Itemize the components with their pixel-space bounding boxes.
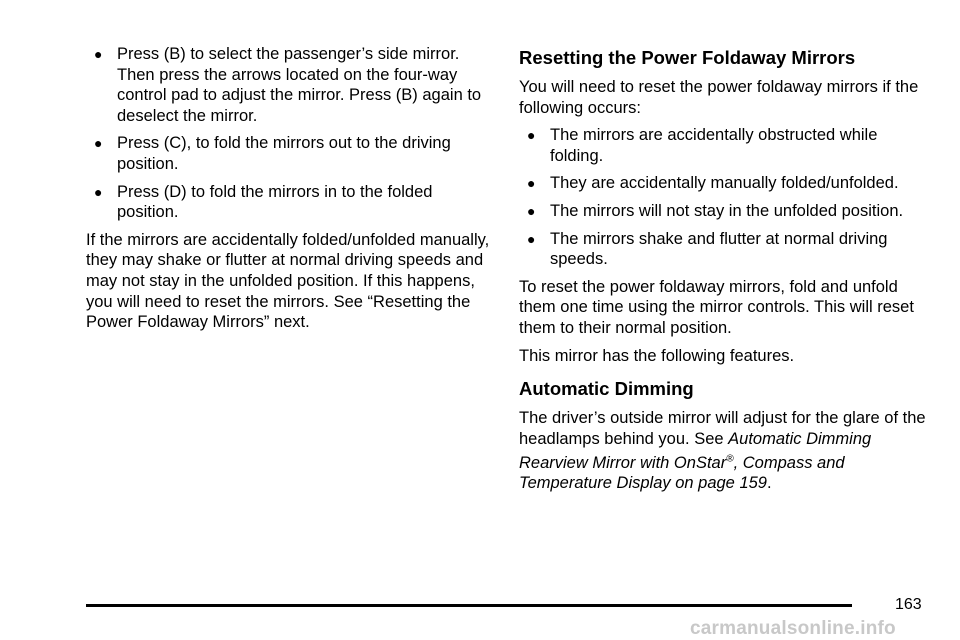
list-item [519,201,927,222]
list-item [519,229,927,270]
bullet-text: The mirrors shake and flutter at normal driving speeds. [550,229,888,269]
bullet-icon: ● [94,135,103,152]
registered-mark: ® [726,453,734,465]
left-column [86,44,496,340]
body-paragraph: This mirror has the following features. [519,346,795,365]
automatic-dimming-paragraph [519,408,927,494]
body-paragraph: If the mirrors are accidentally folded/unfolded manually, they may shake or flutter at normal driving speeds and may not stay in the unfolded position. If this happens, you will need to reset the mirrors. See “Resetting the Power Foldaway Mirrors” next. [86,230,490,332]
reference-text: , Compass and Temperature Display on page 159 [519,453,845,493]
bullet-text: The mirrors are accidentally obstructed while folding. [550,126,878,165]
bullet-icon: ● [527,175,536,192]
bullet-icon: ● [527,202,536,219]
right-bullet-list [519,125,927,270]
intro-paragraph: You will need to reset the power foldaway mirrors if the following occurs: [519,78,919,117]
body-paragraph: To reset the power foldaway mirrors, fold and unfold them one time using the mirror controls. This will reset them to their normal position. [519,277,914,337]
bullet-text: They are accidentally manually folded/unfolded. [550,174,899,193]
list-item [86,182,496,223]
section-heading-resetting: Resetting the Power Foldaway Mirrors [519,47,856,68]
bullet-text: Press (C), to fold the mirrors out to the driving position. [117,134,451,173]
list-item [519,173,927,194]
left-bullet-list [86,44,496,223]
bullet-text: Press (D) to fold the mirrors in to the folded position. [117,182,433,222]
bullet-text: The mirrors will not stay in the unfolded position. [550,201,904,220]
footer-rule [86,604,852,607]
paragraph-text: . [766,474,772,493]
paragraph-text: The driver’s outside mirror will adjust for the glare of the headlamps behind you. See [519,409,926,448]
watermark: carmanualsonline.info [690,618,896,639]
list-item [519,125,927,166]
right-column [519,44,927,501]
reference-text: Automatic Dimming Rearview Mirror with OnStar [519,429,872,472]
list-item [86,44,496,126]
bullet-icon: ● [94,183,103,200]
bullet-icon: ● [527,230,536,247]
list-item [86,133,496,174]
section-heading-automatic-dimming: Automatic Dimming [519,378,694,400]
bullet-icon: ● [94,46,103,62]
bullet-icon: ● [527,127,536,144]
bullet-text: Press (B) to select the passenger’s side mirror. Then press the arrows located on the four-way control pad to adjust the mirror. Press (B) again to deselect the mirror. [117,45,482,125]
page-number: 163 [895,596,922,613]
